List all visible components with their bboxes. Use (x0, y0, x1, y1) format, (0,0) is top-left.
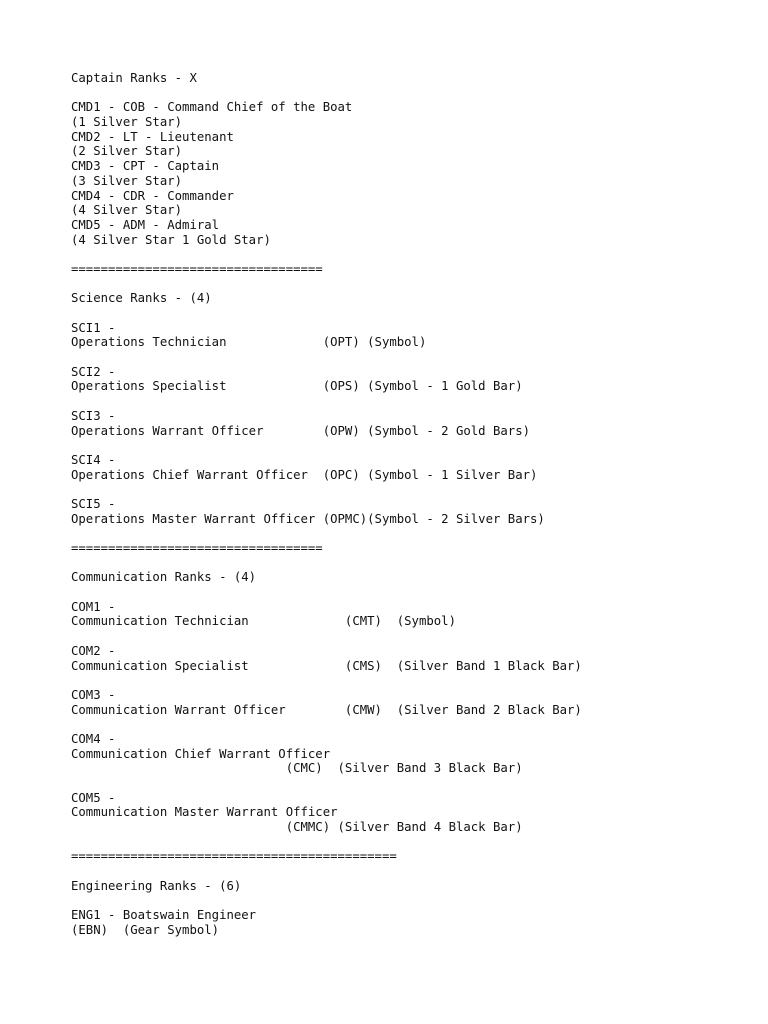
blank-line (71, 585, 751, 600)
text-line: SCI4 - (71, 452, 116, 467)
text-line: CMD5 - ADM - Admiral (71, 217, 220, 232)
blank-line (71, 350, 751, 365)
separator-line: ============================================ (71, 849, 397, 864)
text-line: (1 Silver Star) (71, 115, 183, 130)
text-line: COM1 - (71, 599, 116, 614)
text-line: Communication Technician (CMT) (Symbol) (71, 614, 456, 629)
blank-line (71, 438, 751, 453)
blank-line (71, 526, 751, 541)
text-line: (EBN) (Gear Symbol) (71, 922, 220, 937)
blank-line (71, 556, 751, 571)
text-line: SCI3 - (71, 408, 116, 423)
text-line: COM5 - (71, 790, 116, 805)
text-line: Operations Master Warrant Officer (OPMC)(Symbol - 2 Silver Bars) (71, 511, 545, 526)
text-line: Operations Chief Warrant Officer (OPC) (Symbol - 1 Silver Bar) (71, 467, 538, 482)
text-line: CMD1 - COB - Command Chief of the Boat (71, 100, 353, 115)
text-line: SCI5 - (71, 496, 116, 511)
text-line: Communication Specialist (CMS) (Silver Band 1 Black Bar) (71, 658, 582, 673)
text-line: (CMMC) (Silver Band 4 Black Bar) (71, 820, 523, 835)
text-line: COM4 - (71, 731, 116, 746)
text-line: SCI1 - (71, 320, 116, 335)
blank-line (71, 86, 751, 101)
blank-line (71, 482, 751, 497)
section-heading: Communication Ranks - (4) (71, 570, 257, 585)
text-line: (2 Silver Star) (71, 144, 183, 159)
text-line: SCI2 - (71, 364, 116, 379)
text-line: Communication Master Warrant Officer (71, 805, 338, 820)
text-line: CMD3 - CPT - Captain (71, 159, 220, 174)
separator-line: ================================== (71, 541, 323, 555)
text-line: (4 Silver Star 1 Gold Star) (71, 232, 271, 247)
blank-line (71, 306, 751, 321)
blank-line (71, 247, 751, 262)
text-line: CMD4 - CDR - Commander (71, 188, 234, 203)
blank-line (71, 864, 751, 879)
text-line: COM2 - (71, 643, 116, 658)
blank-line (71, 894, 751, 909)
blank-line (71, 673, 751, 688)
text-line: (4 Silver Star) (71, 203, 183, 218)
text-line: COM3 - (71, 687, 116, 702)
blank-line (71, 629, 751, 644)
blank-line (71, 835, 751, 850)
text-line: Communication Warrant Officer (CMW) (Silver Band 2 Black Bar) (71, 702, 582, 717)
text-line: ENG1 - Boatswain Engineer (71, 908, 257, 923)
document-body (71, 71, 751, 938)
section-heading: Science Ranks - (4) (71, 291, 212, 306)
blank-line (71, 277, 751, 292)
text-line: (CMC) (Silver Band 3 Black Bar) (71, 761, 523, 776)
blank-line (71, 717, 751, 732)
section-heading: Engineering Ranks - (6) (71, 878, 242, 893)
text-line: Operations Technician (OPT) (Symbol) (71, 335, 427, 350)
text-line: Operations Specialist (OPS) (Symbol - 1 Gold Bar) (71, 379, 523, 394)
section-heading: Captain Ranks - X (71, 71, 197, 85)
blank-line (71, 394, 751, 409)
text-line: (3 Silver Star) (71, 173, 183, 188)
text-line: Operations Warrant Officer (OPW) (Symbol - 2 Gold Bars) (71, 423, 531, 438)
separator-line: ================================== (71, 261, 323, 276)
text-line: Communication Chief Warrant Officer (71, 746, 331, 761)
blank-line (71, 776, 751, 791)
text-line: CMD2 - LT - Lieutenant (71, 129, 234, 144)
